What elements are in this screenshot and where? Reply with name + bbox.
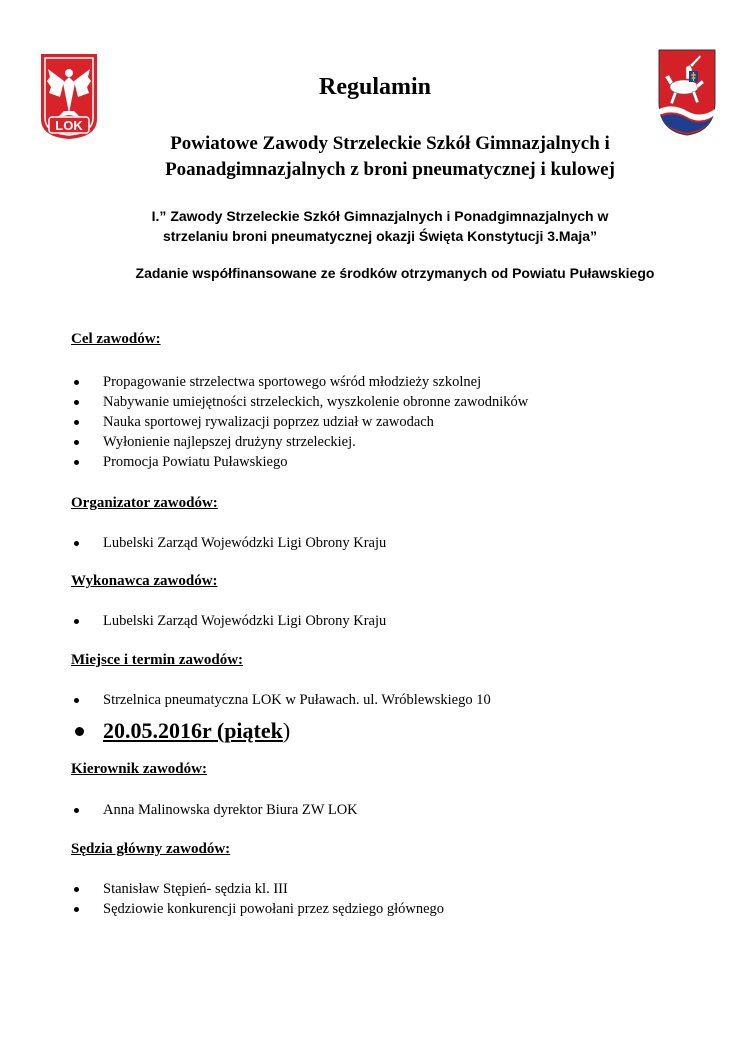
bullet-icon	[74, 460, 79, 465]
bullet-icon	[75, 727, 84, 736]
subtitle-line-1: Powiatowe Zawody Strzeleckie Szkół Gimnazjalnych i	[170, 133, 610, 154]
event-subtitle	[100, 131, 680, 183]
referee-list	[71, 879, 444, 919]
lok-logo-text: LOK	[55, 118, 83, 133]
event-name-line-1: I.” Zawody Strzeleckie Szkół Gimnazjalnych i Ponadgimnazjalnych w	[151, 208, 609, 224]
section-heading-wykonawca: Wykonawca zawodów:	[71, 573, 218, 589]
goals-list	[71, 372, 528, 472]
bullet-icon	[74, 440, 79, 445]
list-item: Promocja Powiatu Puławskiego	[71, 452, 528, 472]
event-date-suffix: )	[282, 718, 291, 743]
page-title: Regulamin	[318, 74, 431, 100]
section-heading-miejsce: Miejsce i termin zawodów:	[71, 652, 244, 668]
section-heading-cel: Cel zawodów:	[71, 331, 161, 347]
bullet-icon	[74, 541, 79, 546]
executor-list	[71, 611, 386, 631]
director-list	[71, 800, 358, 820]
event-name-line-2: strzelaniu broni pneumatycznej okazji Święta Konstytucji 3.Maja”	[162, 228, 598, 244]
event-date	[71, 717, 290, 745]
venue-list	[71, 690, 491, 710]
organizer-list	[71, 533, 386, 553]
bullet-icon	[74, 907, 79, 912]
bullet-icon	[74, 698, 79, 703]
list-item: Nabywanie umiejętności strzeleckich, wyszkolenie obronne zawodników	[71, 392, 528, 412]
list-item: Lubelski Zarząd Wojewódzki Ligi Obrony Kraju	[71, 533, 386, 553]
list-item: Nauka sportowej rywalizacji poprzez udział w zawodach	[71, 412, 528, 432]
bullet-icon	[74, 420, 79, 425]
funding-note: Zadanie współfinansowane ze środków otrzymanych od Powiatu Puławskiego	[135, 265, 655, 281]
list-item: Lubelski Zarząd Wojewódzki Ligi Obrony Kraju	[71, 611, 386, 631]
bullet-icon	[74, 380, 79, 385]
list-item: Sędziowie konkurencji powołani przez sędziego głównego	[71, 899, 444, 919]
bullet-icon	[74, 808, 79, 813]
list-item: Strzelnica pneumatyczna LOK w Puławach. ul. Wróblewskiego 10	[71, 690, 491, 710]
bullet-icon	[74, 400, 79, 405]
section-heading-sedzia: Sędzia główny zawodów:	[71, 841, 231, 857]
list-item: Stanisław Stępień- sędzia kl. III	[71, 879, 444, 899]
section-heading-kierownik: Kierownik zawodów:	[71, 761, 207, 777]
event-name	[80, 206, 680, 246]
event-date-text: 20.05.2016r (piątek	[103, 718, 283, 743]
list-item: Anna Malinowska dyrektor Biura ZW LOK	[71, 800, 358, 820]
list-item: Propagowanie strzelectwa sportowego wśród młodzieży szkolnej	[71, 372, 528, 392]
list-item: Wyłonienie najlepszej drużyny strzeleckiej.	[71, 432, 528, 452]
bullet-icon	[74, 619, 79, 624]
subtitle-line-2: Poanadgimnazjalnych z broni pneumatycznej i kulowej	[165, 159, 615, 180]
section-heading-organizator: Organizator zawodów:	[71, 495, 218, 511]
bullet-icon	[74, 887, 79, 892]
